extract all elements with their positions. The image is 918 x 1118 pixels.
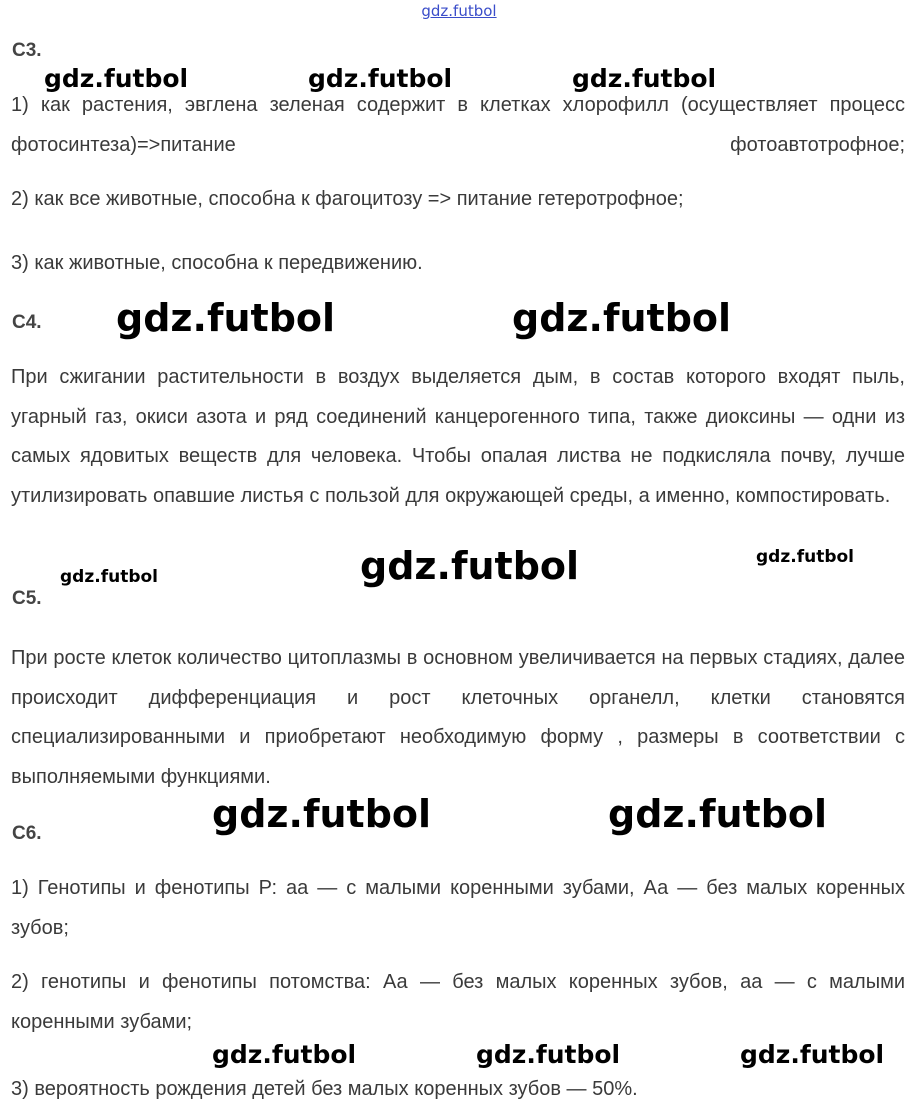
section-heading-c3: С3. <box>12 40 42 61</box>
watermark: gdz.futbol <box>60 567 158 587</box>
c6-item-1: 1) Генотипы и фенотипы Р: аа — с малыми коренными зубами, Аа — без малых коренных зубов; <box>11 877 905 939</box>
watermark: gdz.futbol <box>512 296 732 340</box>
watermark: gdz.futbol <box>212 792 432 836</box>
c6-item-3: 3) вероятность рождения детей без малых коренных зубов — 50%. <box>11 1078 638 1100</box>
section-heading-c6: С6. <box>12 823 42 844</box>
watermark: gdz.futbol <box>116 296 336 340</box>
watermark: gdz.futbol <box>212 1040 357 1069</box>
watermark: gdz.futbol <box>44 64 189 93</box>
watermark: gdz.futbol <box>476 1040 621 1069</box>
watermark: gdz.futbol <box>756 547 854 567</box>
c6-item-2: 2) генотипы и фенотипы потомства: Аа — без малых коренных зубов, аа — с малыми коренными зубами; <box>11 971 905 1033</box>
section-heading-c4: С4. <box>12 312 42 333</box>
c3-item-3: 3) как животные, способна к передвижению. <box>11 252 423 274</box>
watermark: gdz.futbol <box>740 1040 885 1069</box>
c3-item-1: 1) как растения, эвглена зеленая содержит в клетках хлорофилл (осуществляет процесс фотосинтеза)=>питание фотоавтотрофное; <box>11 94 905 156</box>
watermark: gdz.futbol <box>308 64 453 93</box>
c3-item-2: 2) как все животные, способна к фагоцитозу => питание гетеротрофное; <box>11 188 684 210</box>
watermark: gdz.futbol <box>572 64 717 93</box>
header-site-link[interactable]: gdz.futbol <box>421 2 497 20</box>
c5-paragraph: При росте клеток количество цитоплазмы в основном увеличивается на первых стадиях, далее происходит дифференциация и рост клеточных органелл, клетки становятся специализированными и приобретают необходимую форму , размеры в соответствии с выполняемыми функциями. <box>11 647 905 788</box>
watermark: gdz.futbol <box>360 544 580 588</box>
c4-paragraph: При сжигании растительности в воздух выделяется дым, в состав которого входят пыль, угарный газ, окиси азота и ряд соединений канцерогенного типа, также диоксины — одни из самых ядовитых веществ для человека. Чтобы опалая листва не подкисляла почву, лучше утилизировать опавшие листья с пользой для окружающей среды, а именно, компостировать. <box>11 366 905 507</box>
section-heading-c5: С5. <box>12 588 42 609</box>
watermark: gdz.futbol <box>608 792 828 836</box>
